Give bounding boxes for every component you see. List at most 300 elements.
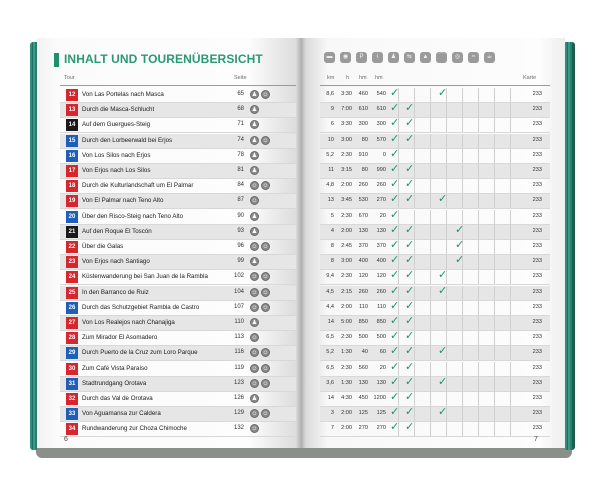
ridge-icon: ⌒ bbox=[436, 52, 447, 63]
stat-km: 8,6 bbox=[326, 91, 334, 97]
stat-km: 4,5 bbox=[326, 288, 334, 295]
tour-number-badge: 12 bbox=[66, 89, 78, 101]
hiker-icon: ♟ bbox=[251, 107, 258, 114]
family-friendly-icon: ☺ bbox=[262, 380, 269, 387]
stat-h: 3:30 bbox=[341, 121, 352, 128]
stat-km: 5,2 bbox=[326, 349, 334, 356]
grid-line bbox=[430, 255, 431, 269]
grid-line bbox=[446, 103, 447, 117]
grid-line bbox=[430, 316, 431, 330]
grid-line bbox=[462, 164, 463, 178]
stat-h: 2:45 bbox=[341, 243, 352, 249]
map-number: 233 bbox=[532, 151, 542, 158]
stat-hm-up: 110 bbox=[359, 303, 368, 310]
check-icon: ✓ bbox=[455, 223, 465, 236]
tour-name: Über die Galas bbox=[82, 243, 124, 250]
hiker-icon: ♟ bbox=[251, 228, 258, 235]
check-icon: ✓ bbox=[390, 345, 400, 358]
tour-stats-row bbox=[320, 225, 550, 240]
stat-hm-up: 125 bbox=[358, 410, 368, 417]
stat-h: 2:15 bbox=[341, 288, 352, 295]
check-icon: ✓ bbox=[438, 406, 448, 419]
header-hm-up: hm bbox=[359, 75, 367, 81]
grid-line bbox=[462, 377, 463, 391]
tour-row[interactable] bbox=[60, 88, 296, 103]
tour-page: 93 bbox=[237, 227, 244, 234]
tour-number-badge: 23 bbox=[66, 256, 78, 268]
check-icon: ✓ bbox=[438, 269, 448, 282]
stat-km: 4,8 bbox=[326, 182, 334, 189]
tour-number-badge: 32 bbox=[66, 393, 78, 405]
stat-km: 11 bbox=[328, 167, 334, 173]
tour-stats-row bbox=[320, 240, 550, 255]
tour-stats-row bbox=[320, 210, 550, 225]
check-icon: ✓ bbox=[390, 315, 400, 327]
stat-h: 2:00 bbox=[341, 182, 352, 189]
left-page-number: 6 bbox=[64, 436, 68, 443]
check-icon: ✓ bbox=[390, 102, 400, 115]
check-icon: ✓ bbox=[438, 375, 448, 388]
grid-line bbox=[494, 377, 495, 391]
tour-name: Stadtrundgang Orotava bbox=[82, 379, 147, 387]
grid-line bbox=[478, 164, 479, 178]
tour-number-badge: 34 bbox=[66, 423, 78, 435]
tour-number-badge: 25 bbox=[66, 287, 78, 299]
grid-line bbox=[430, 134, 431, 148]
grid-line bbox=[462, 392, 463, 406]
tour-row[interactable] bbox=[60, 118, 296, 133]
grid-line bbox=[478, 225, 479, 239]
family-friendly-icon: ☺ bbox=[251, 289, 258, 296]
tour-row[interactable] bbox=[60, 164, 296, 179]
grid-line bbox=[494, 179, 495, 193]
check-icon: ✓ bbox=[405, 223, 415, 236]
tour-page: 81 bbox=[237, 167, 244, 173]
tour-row[interactable] bbox=[60, 134, 296, 149]
map-number: 233 bbox=[532, 334, 542, 341]
lake-icon: ≈ bbox=[468, 52, 479, 63]
tour-stats-row bbox=[320, 301, 550, 316]
tour-name: Durch Puerto de la Cruz zum Loro Parque bbox=[82, 349, 198, 357]
tour-page: 126 bbox=[233, 395, 244, 401]
map-number: 233 bbox=[532, 258, 542, 265]
tour-page: 99 bbox=[237, 258, 244, 265]
grid-line bbox=[446, 149, 447, 163]
book-right-edge bbox=[565, 42, 575, 450]
stat-km: 14 bbox=[327, 395, 334, 401]
header-seite: Seite bbox=[234, 75, 247, 81]
title-text: INHALT UND TOURENÜBERSICHT bbox=[64, 52, 263, 66]
stat-hm-down: 130 bbox=[376, 379, 386, 386]
tour-number-badge: 28 bbox=[66, 332, 78, 344]
grid-line bbox=[510, 88, 511, 102]
grid-line bbox=[494, 164, 495, 178]
tour-stats-row bbox=[320, 346, 550, 361]
grid-line bbox=[446, 392, 447, 406]
hiker-icon: ♟ bbox=[251, 320, 258, 326]
tour-page: 119 bbox=[234, 364, 244, 371]
family-icon: ♟ bbox=[388, 52, 399, 63]
stop-icon: ◉ bbox=[340, 52, 351, 63]
family-friendly-icon: ☺ bbox=[251, 274, 258, 281]
grid-line bbox=[494, 362, 495, 376]
stat-km: 3 bbox=[330, 410, 334, 417]
grid-line bbox=[510, 270, 511, 284]
stat-km: 6 bbox=[330, 121, 334, 128]
tour-stats-row bbox=[320, 377, 550, 392]
tour-name: Von Las Portelas nach Masca bbox=[82, 91, 164, 98]
tour-stats-row bbox=[320, 407, 550, 422]
check-icon: ✓ bbox=[390, 299, 400, 312]
stat-km: 8 bbox=[330, 243, 334, 249]
stat-km: 7 bbox=[330, 425, 334, 432]
stat-km: 5,2 bbox=[326, 151, 334, 158]
header-tour: Tour bbox=[64, 75, 75, 81]
stat-hm-up: 80 bbox=[361, 136, 368, 143]
grid-line bbox=[430, 210, 431, 224]
stat-hm-up: 130 bbox=[358, 379, 368, 386]
stat-hm-down: 20 bbox=[379, 364, 386, 371]
grid-line bbox=[478, 210, 479, 224]
grid-line bbox=[478, 134, 479, 148]
grid-line bbox=[462, 316, 463, 330]
stat-km: 9 bbox=[330, 106, 334, 113]
map-number: 233 bbox=[532, 303, 542, 310]
tour-stats-row bbox=[320, 103, 550, 118]
stat-h: 5:00 bbox=[341, 319, 352, 325]
stat-hm-down: 20 bbox=[379, 212, 386, 219]
grid-line bbox=[462, 149, 463, 163]
map-number: 233 bbox=[532, 136, 542, 143]
family-friendly-icon: ☺ bbox=[251, 183, 258, 190]
grid-line bbox=[494, 240, 495, 254]
grid-line bbox=[510, 255, 511, 269]
tour-row[interactable] bbox=[60, 331, 296, 346]
tour-stats-row bbox=[320, 316, 550, 331]
map-number: 233 bbox=[532, 121, 542, 128]
check-icon: ✓ bbox=[455, 254, 465, 267]
tour-name: Zum Café Vista Paraíso bbox=[82, 364, 148, 372]
grid-line bbox=[494, 346, 495, 360]
tour-number-badge: 13 bbox=[66, 104, 78, 116]
grid-line bbox=[510, 210, 511, 224]
grid-line bbox=[510, 316, 511, 330]
check-icon: ✓ bbox=[438, 345, 448, 358]
stat-h: 4:30 bbox=[341, 395, 352, 401]
stat-hm-down: 570 bbox=[376, 136, 386, 143]
summit-icon: ▲ bbox=[420, 52, 431, 63]
tour-name: Auf den Roque El Toscón bbox=[82, 227, 152, 235]
check-icon: ✓ bbox=[390, 163, 400, 175]
family-friendly-icon: ☺ bbox=[262, 274, 269, 281]
stat-hm-up: 400 bbox=[358, 258, 368, 265]
tour-page: 65 bbox=[237, 91, 244, 97]
tour-row[interactable] bbox=[60, 179, 296, 194]
stat-hm-up: 560 bbox=[358, 364, 368, 371]
grid-line bbox=[446, 422, 447, 436]
tour-name: Von Erjos nach Los Silos bbox=[82, 167, 151, 174]
tour-row[interactable] bbox=[60, 316, 296, 331]
stat-hm-up: 610 bbox=[358, 106, 368, 113]
tour-row[interactable] bbox=[60, 149, 296, 164]
stat-km: 4 bbox=[330, 227, 334, 234]
grid-line bbox=[494, 331, 495, 345]
stat-hm-down: 300 bbox=[376, 121, 386, 128]
grid-line bbox=[510, 194, 511, 208]
stat-km: 13 bbox=[327, 197, 334, 204]
tour-number-badge: 16 bbox=[66, 150, 78, 162]
tour-row[interactable] bbox=[60, 286, 296, 301]
grid-line bbox=[478, 407, 479, 421]
hiker-icon: ♟ bbox=[251, 137, 258, 144]
stat-hm-up: 500 bbox=[358, 334, 368, 341]
stat-h: 2:30 bbox=[341, 212, 352, 219]
tour-name: Von Aguamansa zur Caldera bbox=[82, 410, 161, 418]
tour-stats-row bbox=[320, 362, 550, 377]
header-h: h bbox=[346, 75, 350, 81]
grid-line bbox=[462, 301, 463, 315]
map-number: 233 bbox=[532, 227, 542, 234]
tour-row[interactable] bbox=[60, 103, 296, 118]
tour-stats-row bbox=[320, 392, 550, 407]
grid-line bbox=[478, 103, 479, 117]
stat-hm-down: 500 bbox=[376, 334, 386, 341]
tour-row[interactable] bbox=[60, 362, 296, 377]
grid-line bbox=[494, 255, 495, 269]
grid-line bbox=[494, 134, 495, 148]
stat-h: 3:30 bbox=[341, 91, 352, 97]
grid-line bbox=[446, 240, 447, 254]
grid-line bbox=[462, 286, 463, 300]
stat-hm-down: 270 bbox=[376, 197, 386, 204]
grid-line bbox=[430, 377, 431, 391]
stat-hm-down: 270 bbox=[376, 425, 386, 432]
grid-line bbox=[414, 210, 415, 224]
stat-hm-down: 60 bbox=[379, 349, 386, 356]
map-number: 233 bbox=[532, 395, 542, 401]
stat-km: 5 bbox=[330, 212, 334, 219]
grid-line bbox=[510, 225, 511, 239]
grid-line bbox=[510, 103, 511, 117]
tour-row[interactable] bbox=[60, 422, 296, 437]
check-icon: ✓ bbox=[390, 239, 400, 251]
map-number: 233 bbox=[532, 349, 542, 356]
grid-line bbox=[494, 149, 495, 163]
tour-page: 96 bbox=[237, 243, 244, 249]
check-icon: ✓ bbox=[390, 284, 400, 297]
grid-line bbox=[430, 362, 431, 376]
check-icon: ✓ bbox=[405, 178, 415, 191]
tour-page: 104 bbox=[233, 288, 244, 295]
tour-number-badge: 21 bbox=[66, 226, 78, 238]
family-friendly-icon: ☺ bbox=[262, 137, 269, 144]
grid-line bbox=[510, 240, 511, 254]
tour-row[interactable] bbox=[60, 270, 296, 285]
check-icon: ✓ bbox=[405, 284, 415, 297]
tour-stats-row bbox=[320, 88, 550, 103]
tour-page: 74 bbox=[237, 136, 244, 143]
tour-row[interactable] bbox=[60, 225, 296, 240]
tour-stats-row bbox=[320, 194, 550, 209]
tour-row[interactable] bbox=[60, 194, 296, 209]
family-friendly-icon: ☺ bbox=[251, 426, 258, 433]
grid-line bbox=[414, 149, 415, 163]
grid-line bbox=[430, 270, 431, 284]
grid-line bbox=[430, 149, 431, 163]
grid-line bbox=[446, 255, 447, 269]
tour-number-badge: 22 bbox=[66, 241, 78, 253]
check-icon: ✓ bbox=[390, 360, 400, 373]
map-number: 233 bbox=[532, 167, 542, 173]
tour-name: Über den Risco-Steig nach Teno Alto bbox=[82, 212, 184, 220]
tour-number-badge: 33 bbox=[66, 408, 78, 420]
stat-km: 6,5 bbox=[326, 364, 334, 371]
tour-row[interactable] bbox=[60, 255, 296, 270]
stat-hm-down: 1200 bbox=[373, 395, 386, 401]
stat-hm-up: 260 bbox=[358, 288, 368, 295]
grid-line bbox=[462, 346, 463, 360]
tour-name: Durch den Lorbeerwald bei Erjos bbox=[82, 136, 173, 144]
hiker-icon: ♟ bbox=[251, 92, 258, 98]
stat-hm-up: 120 bbox=[358, 273, 368, 280]
check-icon: ✓ bbox=[438, 87, 448, 99]
left-header-rule bbox=[60, 85, 296, 86]
grid-line bbox=[478, 179, 479, 193]
stat-hm-down: 260 bbox=[376, 182, 386, 189]
map-number: 233 bbox=[532, 410, 542, 417]
grid-line bbox=[510, 422, 511, 436]
stat-hm-up: 80 bbox=[361, 167, 368, 173]
grid-line bbox=[478, 149, 479, 163]
tour-number-badge: 15 bbox=[66, 135, 78, 147]
grid-line bbox=[430, 194, 431, 208]
right-page-number: 7 bbox=[534, 436, 538, 443]
grid-line bbox=[446, 331, 447, 345]
hiker-icon: ♟ bbox=[251, 122, 258, 129]
tour-number-badge: 18 bbox=[66, 180, 78, 192]
grid-line bbox=[462, 179, 463, 193]
check-icon: ✓ bbox=[405, 360, 415, 373]
grid-line bbox=[478, 301, 479, 315]
family-friendly-icon: ☺ bbox=[262, 183, 269, 190]
grid-line bbox=[430, 103, 431, 117]
tour-stats-row bbox=[320, 270, 550, 285]
family-friendly-icon: ☺ bbox=[251, 335, 258, 342]
family-friendly-icon: ☺ bbox=[262, 365, 269, 372]
grid-line bbox=[462, 270, 463, 284]
check-icon: ✓ bbox=[405, 163, 415, 175]
bus-icon: ▬ bbox=[324, 52, 335, 63]
stat-h: 3:00 bbox=[341, 258, 352, 265]
check-icon: ✓ bbox=[390, 223, 400, 236]
stat-hm-up: 40 bbox=[361, 349, 368, 356]
check-icon: ✓ bbox=[390, 375, 400, 388]
refreshment-icon: ☕ bbox=[484, 52, 495, 63]
grid-line bbox=[510, 134, 511, 148]
tour-number-badge: 19 bbox=[66, 195, 78, 207]
stat-h: 1:30 bbox=[341, 379, 352, 386]
tour-page: 110 bbox=[234, 319, 244, 325]
grid-line bbox=[478, 286, 479, 300]
map-number: 233 bbox=[532, 212, 542, 219]
tour-row[interactable] bbox=[60, 392, 296, 407]
tour-stats-row bbox=[320, 286, 550, 301]
hiker-icon: ♟ bbox=[251, 396, 258, 402]
tour-row[interactable] bbox=[60, 301, 296, 316]
tour-number-badge: 24 bbox=[66, 271, 78, 283]
grid-line bbox=[462, 194, 463, 208]
grid-line bbox=[510, 346, 511, 360]
book-left-edge bbox=[30, 42, 37, 450]
check-icon: ✓ bbox=[390, 391, 400, 403]
map-number: 233 bbox=[532, 273, 542, 280]
tour-page: 90 bbox=[237, 212, 244, 219]
grid-line bbox=[446, 118, 447, 132]
tour-row[interactable] bbox=[60, 407, 296, 422]
grid-line bbox=[430, 331, 431, 345]
grid-line bbox=[430, 240, 431, 254]
tour-row[interactable] bbox=[60, 377, 296, 392]
stat-h: 2:00 bbox=[341, 227, 352, 234]
grid-line bbox=[494, 103, 495, 117]
tour-stats-row bbox=[320, 331, 550, 346]
grid-line bbox=[494, 225, 495, 239]
grid-line bbox=[446, 164, 447, 178]
tour-row[interactable] bbox=[60, 346, 296, 361]
grid-line bbox=[446, 179, 447, 193]
tour-page: 84 bbox=[237, 182, 244, 189]
grid-line bbox=[478, 255, 479, 269]
family-friendly-icon: ☺ bbox=[262, 350, 269, 357]
stat-hm-down: 370 bbox=[376, 243, 386, 249]
hiker-icon: ♟ bbox=[251, 152, 258, 159]
tour-page: 129 bbox=[233, 410, 244, 417]
check-icon: ✓ bbox=[390, 254, 400, 267]
map-number: 233 bbox=[532, 379, 542, 386]
stat-hm-up: 370 bbox=[358, 243, 368, 249]
stat-hm-down: 120 bbox=[376, 273, 386, 280]
grid-line bbox=[478, 377, 479, 391]
header-km: km bbox=[327, 75, 335, 81]
stat-h: 2:30 bbox=[341, 151, 352, 158]
stat-hm-down: 990 bbox=[376, 167, 386, 173]
family-friendly-icon: ☺ bbox=[251, 304, 258, 311]
stat-hm-down: 0 bbox=[382, 151, 386, 158]
stat-km: 8 bbox=[330, 258, 334, 265]
tour-stats-row bbox=[320, 164, 550, 179]
stat-h: 2:00 bbox=[341, 425, 352, 432]
grid-line bbox=[430, 118, 431, 132]
grid-line bbox=[478, 331, 479, 345]
grid-line bbox=[430, 286, 431, 300]
tour-page: 68 bbox=[237, 106, 244, 113]
tour-number-badge: 17 bbox=[66, 165, 78, 177]
stat-hm-up: 670 bbox=[358, 212, 368, 219]
stat-km: 4,4 bbox=[326, 303, 334, 310]
tour-row[interactable] bbox=[60, 240, 296, 255]
check-icon: ✓ bbox=[405, 117, 415, 130]
stat-h: 3:15 bbox=[341, 167, 352, 173]
check-icon: ✓ bbox=[390, 269, 400, 282]
check-icon: ✓ bbox=[390, 193, 400, 206]
stat-km: 3,6 bbox=[326, 379, 334, 386]
map-number: 233 bbox=[532, 106, 542, 113]
grid-line bbox=[430, 301, 431, 315]
tour-row[interactable] bbox=[60, 210, 296, 225]
grid-line bbox=[430, 407, 431, 421]
family-friendly-icon: ☺ bbox=[251, 365, 258, 372]
stat-hm-up: 300 bbox=[358, 121, 368, 128]
